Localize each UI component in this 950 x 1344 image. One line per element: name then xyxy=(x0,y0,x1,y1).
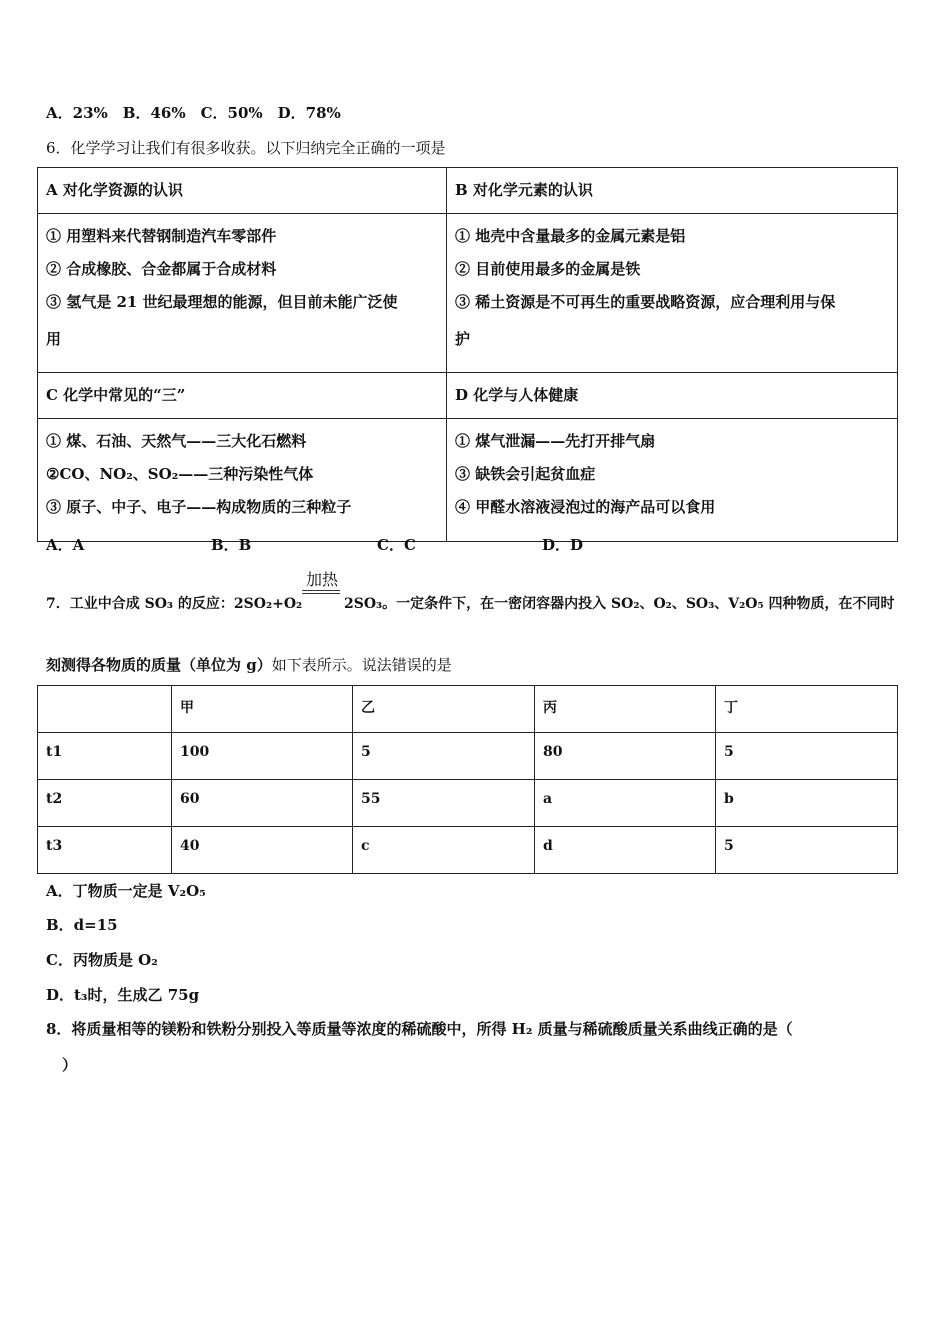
q6-option-a: A．A xyxy=(46,536,85,554)
header-cell: 甲 xyxy=(172,686,353,733)
cell-b-line: 护 xyxy=(455,330,471,348)
table-row xyxy=(38,733,898,780)
table-cell: 5 xyxy=(716,827,898,874)
table-header-row xyxy=(38,686,898,733)
q7-stem-line2 xyxy=(46,654,452,675)
table-cell: t2 xyxy=(38,780,172,827)
q6-option-c: C．C xyxy=(377,536,416,554)
table-row xyxy=(38,827,898,874)
q6-table xyxy=(37,167,898,542)
cell-c-head: C 化学中常见的“三” xyxy=(38,373,447,419)
q8-stem: 8．将质量相等的镁粉和铁粉分别投入等质量等浓度的稀硫酸中，所得 H₂ 质量与稀硫酸质量关系曲线正确的是（ xyxy=(46,1020,793,1038)
table-cell: t1 xyxy=(38,733,172,780)
q7-option-d: D．t₃时，生成乙 75g xyxy=(46,986,200,1004)
table-cell: c xyxy=(353,827,535,874)
table-cell: t3 xyxy=(38,827,172,874)
q7-option-c: C．丙物质是 O₂ xyxy=(46,951,158,969)
reaction-equal-line xyxy=(302,593,340,594)
table-cell: d xyxy=(535,827,716,874)
table-cell: 100 xyxy=(172,733,353,780)
header-cell: 丙 xyxy=(535,686,716,733)
table-cell: 40 xyxy=(172,827,353,874)
cell-b-line: ② 目前使用最多的金属是铁 xyxy=(455,260,641,278)
reaction-equal-line xyxy=(302,590,340,591)
q7-option-a: A．丁物质一定是 V₂O₅ xyxy=(46,882,206,900)
table-cell: 60 xyxy=(172,780,353,827)
cell-d-line: ④ 甲醛水溶液浸泡过的海产品可以食用 xyxy=(455,498,716,516)
cell-a-head: A 对化学资源的认识 xyxy=(38,168,447,214)
cell-b-head: B 对化学元素的认识 xyxy=(447,168,898,214)
table-cell: a xyxy=(535,780,716,827)
header-cell: 丁 xyxy=(716,686,898,733)
cell-c-line: ②CO、NO₂、SO₂——三种污染性气体 xyxy=(46,465,314,483)
table-cell: 80 xyxy=(535,733,716,780)
cell-d-head: D 化学与人体健康 xyxy=(447,373,898,419)
cell-c-body xyxy=(38,419,447,542)
cell-a-body xyxy=(38,214,447,373)
q7-stem-line2-rest: 如下表所示。说法错误的是 xyxy=(271,656,452,674)
q6-stem: 6．化学学习让我们有很多收获。以下归纳完全正确的一项是 xyxy=(46,139,446,157)
table-row xyxy=(38,780,898,827)
cell-d-line: ③ 缺铁会引起贫血症 xyxy=(455,465,596,483)
cell-b-line: ① 地壳中含量最多的金属元素是铝 xyxy=(455,227,686,245)
table-cell: 5 xyxy=(716,733,898,780)
q6-option-b: B．B xyxy=(211,536,252,554)
cell-a-line: ③ 氢气是 21 世纪最理想的能源，但目前未能广泛使 xyxy=(46,293,398,311)
cell-d-body xyxy=(447,419,898,542)
cell-a-line: ① 用塑料来代替钢制造汽车零部件 xyxy=(46,227,277,245)
q7-option-b: B．d=15 xyxy=(46,916,118,934)
q7-stem-part2: 2SO₃。一定条件下，在一密闭容器内投入 SO₂、O₂、SO₃、V₂O₅ 四种物质，在不同时 xyxy=(344,596,895,612)
cell-b-body xyxy=(447,214,898,373)
q5-options: A．23% B．46% C．50% D．78% xyxy=(46,104,341,122)
reaction-condition: 加热 xyxy=(305,570,338,589)
q6-option-d: D．D xyxy=(542,536,584,554)
cell-c-line: ① 煤、石油、天然气——三大化石燃料 xyxy=(46,432,307,450)
header-cell xyxy=(38,686,172,733)
q7-stem-line2-bold: 刻测得各物质的质量（单位为 g） xyxy=(46,656,272,674)
table-cell: b xyxy=(716,780,898,827)
table-cell: 55 xyxy=(353,780,535,827)
q8-stem-end: ） xyxy=(62,1056,78,1074)
table-cell: 5 xyxy=(353,733,535,780)
header-cell: 乙 xyxy=(353,686,535,733)
cell-c-line: ③ 原子、中子、电子——构成物质的三种粒子 xyxy=(46,498,352,516)
q7-stem-part1: 7．工业中合成 SO₃ 的反应：2SO₂+O₂ xyxy=(46,596,303,612)
cell-d-line: ① 煤气泄漏——先打开排气扇 xyxy=(455,432,656,450)
q7-table xyxy=(37,685,898,874)
cell-a-line: 用 xyxy=(46,330,62,348)
cell-a-line: ② 合成橡胶、合金都属于合成材料 xyxy=(46,260,277,278)
cell-b-line: ③ 稀土资源是不可再生的重要战略资源，应合理利用与保 xyxy=(455,293,836,311)
